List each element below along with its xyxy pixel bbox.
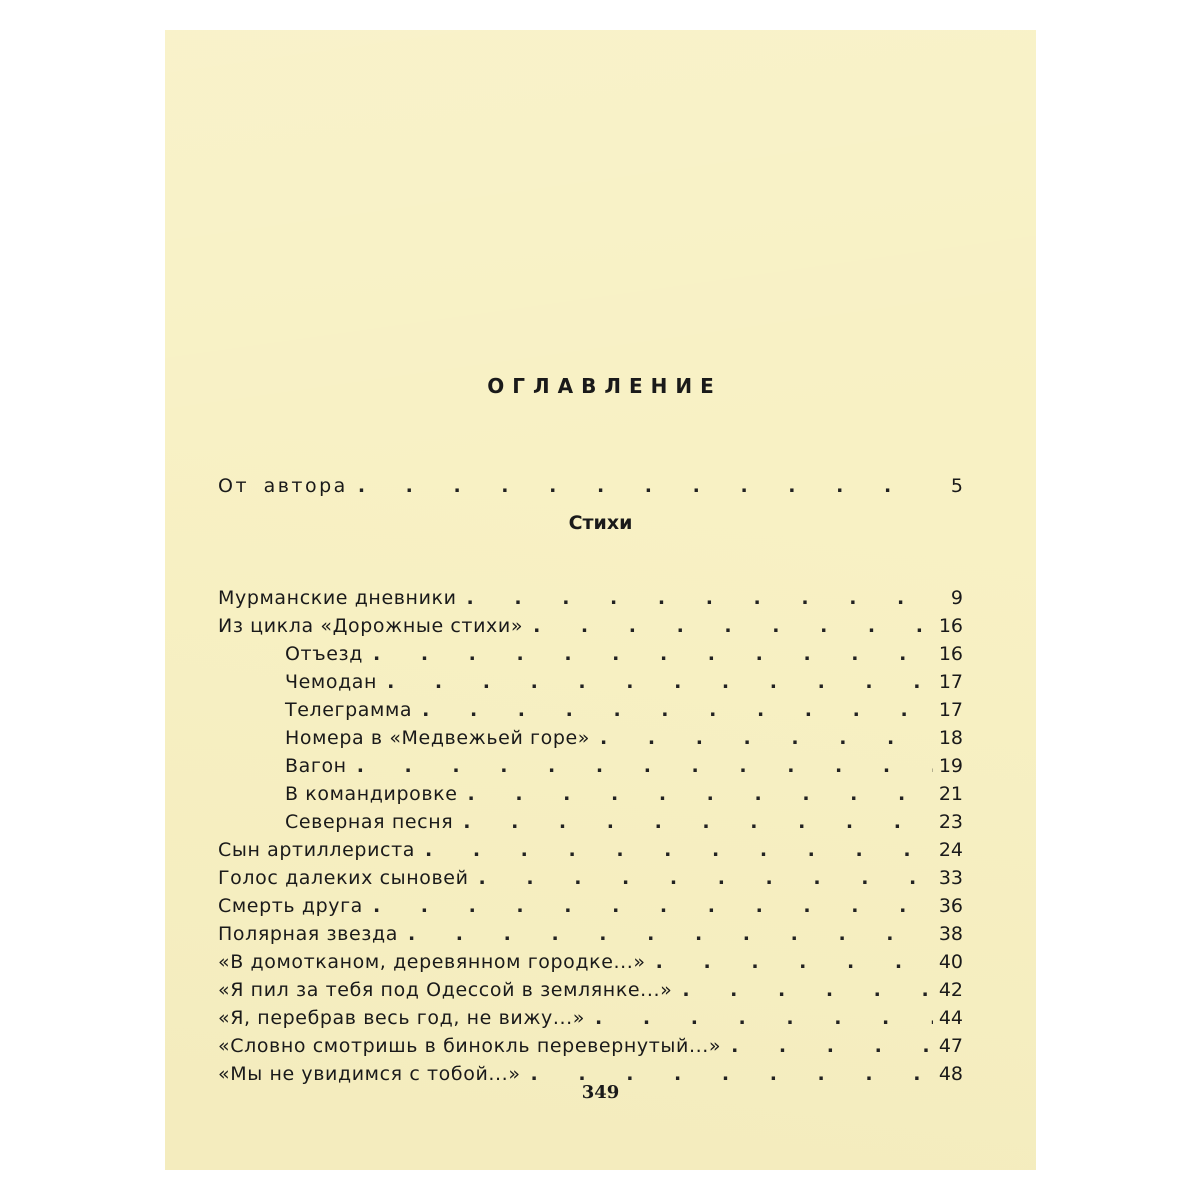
entry-page-number: 36: [938, 895, 963, 917]
entry-page-number: 17: [938, 671, 963, 693]
entry-page-number: 16: [938, 615, 963, 637]
entry-page-number: 47: [938, 1035, 963, 1057]
toc-entry: [218, 1032, 963, 1060]
entry-page-number: 17: [938, 699, 963, 721]
dot-leader: [600, 724, 933, 752]
dot-leader: [387, 668, 933, 696]
entry-page-number: 16: [938, 643, 963, 665]
entry-title: Из цикла «Дорожные стихи»: [218, 615, 524, 637]
toc-entry: [218, 892, 963, 920]
entry-title: От автора: [218, 475, 348, 497]
section-heading: Стихи: [568, 512, 633, 534]
dot-leader: [595, 1004, 933, 1032]
entry-title: Вагон: [285, 755, 347, 777]
entry-page-number: 19: [938, 755, 963, 777]
toc-entry: [218, 948, 963, 976]
toc-subentry: [285, 724, 963, 752]
dot-leader: [373, 892, 933, 920]
dot-leader: [425, 836, 933, 864]
entry-page-number: 21: [938, 783, 963, 805]
entry-page-number: 33: [938, 867, 963, 889]
toc-entry: [218, 584, 963, 612]
entry-title: Телеграмма: [285, 699, 413, 721]
toc-entry: [218, 1004, 963, 1032]
entry-page-number: 9: [950, 587, 963, 609]
page-folio-number: 349: [581, 1082, 620, 1103]
entry-title: «Мы не увидимся с тобой...»: [218, 1063, 521, 1085]
toc-entry: [218, 612, 963, 640]
entry-title: Чемодан: [285, 671, 378, 693]
entry-page-number: 5: [950, 475, 963, 497]
entry-title: В командировке: [285, 783, 458, 805]
entry-page-number: 38: [938, 923, 963, 945]
dot-leader: [463, 808, 933, 836]
dot-leader: [533, 612, 933, 640]
dot-leader: [373, 640, 933, 668]
book-page: [165, 30, 1036, 1170]
dot-leader: [682, 976, 932, 1004]
dot-leader: [358, 472, 933, 500]
dot-leader: [408, 920, 933, 948]
toc-subentry: [285, 780, 963, 808]
entry-title: «Словно смотришь в бинокль перевернутый...»: [218, 1035, 722, 1057]
entry-page-number: 23: [938, 811, 963, 833]
toc-heading: ОГЛАВЛЕНИЕ: [487, 374, 722, 398]
dot-leader: [731, 1032, 933, 1060]
entry-title: Отъезд: [285, 643, 363, 665]
entry-page-number: 44: [938, 1007, 963, 1029]
entry-title: «Я, перебрав весь год, не вижу...»: [218, 1007, 586, 1029]
entry-title: Мурманские дневники: [218, 587, 457, 609]
entry-title: Полярная звезда: [218, 923, 398, 945]
toc-entry: [218, 836, 963, 864]
entry-page-number: 42: [938, 979, 963, 1001]
entry-title: Смерть друга: [218, 895, 363, 917]
toc-entry: [218, 864, 963, 892]
entry-title: Сын артиллериста: [218, 839, 415, 861]
toc-subentry: [285, 752, 963, 780]
toc-subentry: [285, 668, 963, 696]
entry-page-number: 48: [938, 1063, 963, 1085]
dot-leader: [468, 780, 933, 808]
toc-subentry: [285, 696, 963, 724]
entry-title: «В домотканом, деревянном городке...»: [218, 951, 646, 973]
dot-leader: [467, 584, 933, 612]
toc-entry: [218, 920, 963, 948]
toc-subentry: [285, 808, 963, 836]
toc-subentry: [285, 640, 963, 668]
toc-entry: [218, 976, 963, 1004]
entry-title: Северная песня: [285, 811, 454, 833]
dot-leader: [357, 752, 933, 780]
entry-title: Голос далеких сыновей: [218, 867, 469, 889]
entry-page-number: 24: [938, 839, 963, 861]
entry-page-number: 18: [938, 727, 963, 749]
entry-title: «Я пил за тебя под Одессой в землянке...»: [218, 979, 673, 1001]
toc-entry-intro: [218, 472, 963, 500]
dot-leader: [422, 696, 933, 724]
dot-leader: [479, 864, 933, 892]
dot-leader: [656, 948, 933, 976]
entry-page-number: 40: [938, 951, 963, 973]
entry-title: Номера в «Медвежьей горе»: [285, 727, 591, 749]
